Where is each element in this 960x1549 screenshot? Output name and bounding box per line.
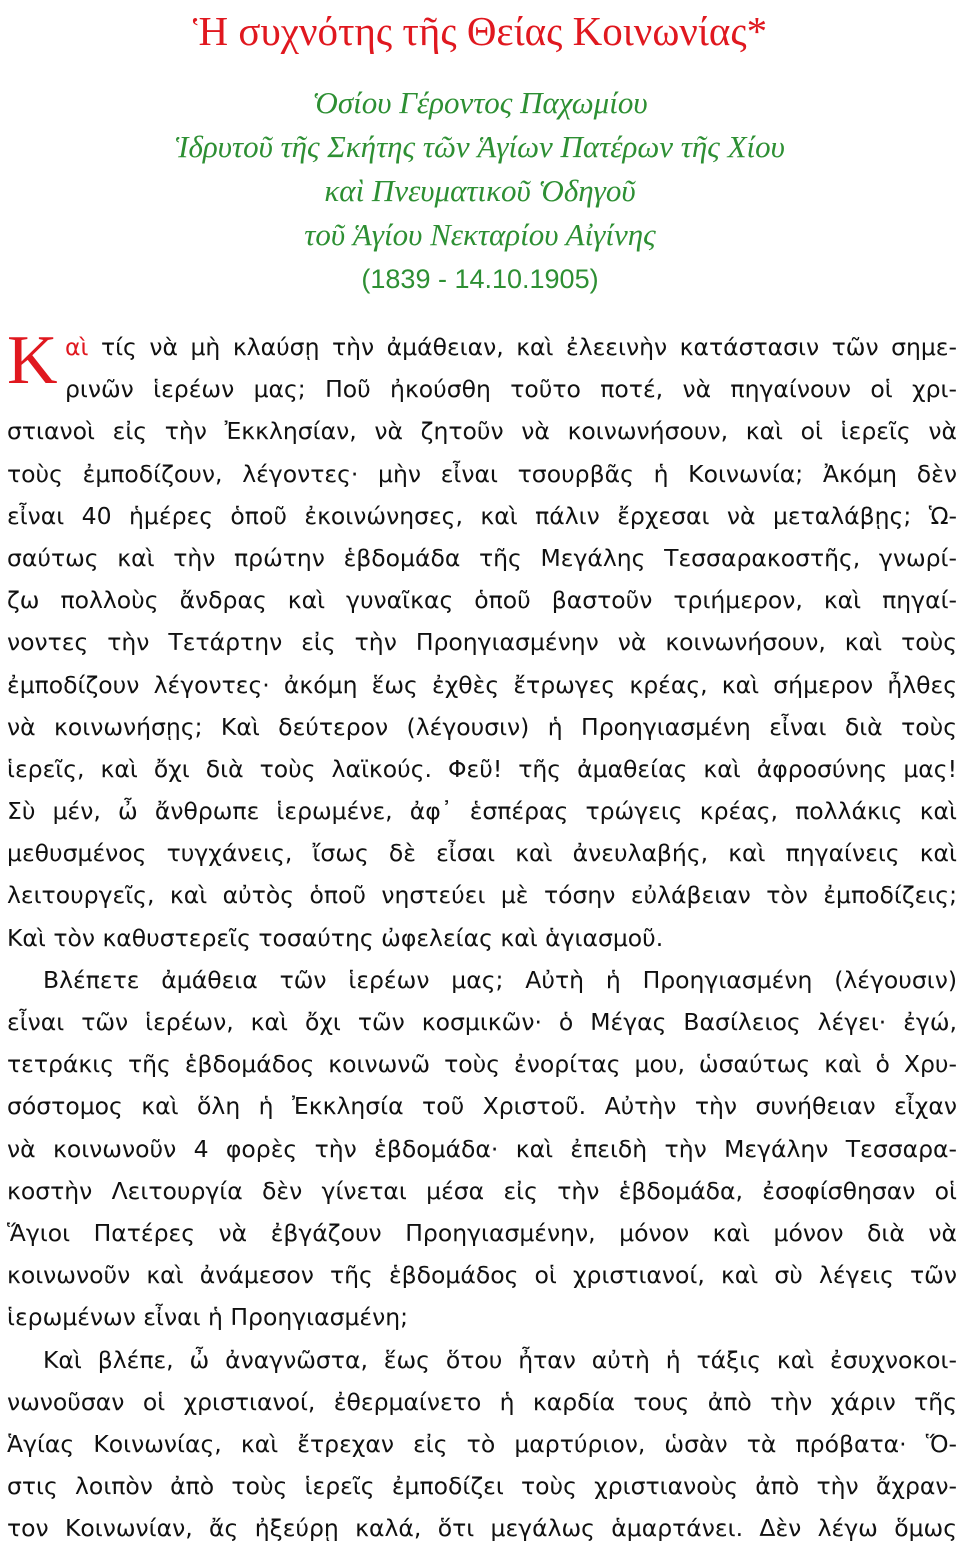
text-line: τετράκις τῆς ἑβδομάδος κοινωνῶ τοὺς ἐνορίτας μου, ὡσαύτως καὶ ὁ Χρυ- bbox=[7, 1050, 957, 1079]
text-line: ρινῶν ἱερέων μας; Ποῦ ἠκούσθη τοῦτο ποτέ, νὰ πηγαίνουν οἱ χρι- bbox=[65, 375, 957, 404]
text-line: νωνοῦσαν οἱ χριστιανοί, ἐθερμαίνετο ἡ καρδία τους ἀπὸ τὴν χάριν τῆς bbox=[7, 1387, 957, 1416]
author-dates: (1839 - 14.10.1905) bbox=[361, 264, 599, 294]
text-line: Ἁγίας Κοινωνίας, καὶ ἔτρεχαν εἰς τὸ μαρτύριον, ὡσὰν τὰ πρόβατα· Ὅ- bbox=[7, 1429, 957, 1458]
text-line: ἱερεῖς, καὶ ὄχι διὰ τοὺς λαϊκούς. Φεῦ! τῆς ἀμαθείας καὶ ἀφροσύνης μας! bbox=[7, 754, 957, 783]
first-word-rest: αὶ bbox=[65, 333, 89, 361]
text-line: ἱερωμένων εἶναι ἡ Προηγιασμένη; bbox=[7, 1303, 409, 1332]
text-line: σόστομος καὶ ὅλη ἡ Ἐκκλησία τοῦ Χριστοῦ. Αὐτὴν τὴν συνήθειαν εἶχαν bbox=[7, 1092, 957, 1121]
text-line: Ἅγιοι Πατέρες νὰ ἐβγάζουν Προηγιασμένην, μόνον καὶ μόνον διὰ νὰ bbox=[7, 1218, 957, 1247]
text-line: Καὶ βλέπε, ὦ ἀναγνῶστα, ἕως ὅτου ἦταν αὐτὴ ἡ τάξις καὶ ἐσυχνοκοι- bbox=[43, 1345, 957, 1374]
text-line: Καὶ τὸν καθυστερεῖς τοσαύτης ὠφελείας καὶ ἁγιασμοῦ. bbox=[7, 923, 664, 952]
text-line: Βλέπετε ἀμάθεια τῶν ἱερέων μας; Αὐτὴ ἡ Προηγιασμένη (λέγουσιν) bbox=[43, 965, 957, 994]
article-title: Ἡ συχνότης τῆς Θείας Κοινωνίας* bbox=[192, 8, 768, 54]
text-line: ἐμποδίζουν λέγοντες· ἀκόμη ἕως ἐχθὲς ἔτρωγες κρέας, καὶ σήμερον ἦλθες bbox=[7, 670, 957, 699]
text-line: στις λοιπὸν ἀπὸ τοὺς ἱερεῖς ἐμποδίζει τοὺς χριστιανοὺς ἀπὸ τὴν ἄχραν- bbox=[7, 1472, 957, 1501]
text-line: λειτουργεῖς, καὶ αὐτὸς ὁποῦ νηστεύει μὲ τόσην εὐλάβειαν τὸν ἐμποδίζεις; bbox=[7, 881, 957, 910]
text-line: νὰ κοινωνοῦν 4 φορὲς τὴν ἑβδομάδα· καὶ ἐπειδὴ τὴν Μεγάλην Τεσσαρα- bbox=[7, 1134, 957, 1163]
text-line: κοινωνοῦν καὶ ἀνάμεσον τῆς ἑβδομάδος οἱ χριστιανοί, καὶ σὺ λέγεις τῶν bbox=[7, 1261, 957, 1290]
text-line: τον Κοινωνίαν, ἄς ἠξεύρῃ καλά, ὅτι μεγάλως ἁμαρτάνει. Δὲν λέγω ὅμως bbox=[7, 1514, 957, 1543]
text-line: νοντες τὴν Τετάρτην εἰς τὴν Προηγιασμένην νὰ κοινωνήσουν, καὶ τοὺς bbox=[7, 628, 957, 657]
text-line: Σὺ μέν, ὦ ἄνθρωπε ἱερωμένε, ἀφ᾿ ἑσπέρας τρώγεις κρέας, πολλάκις καὶ bbox=[7, 797, 957, 826]
text-line: εἶναι τῶν ἱερέων, καὶ ὄχι τῶν κοσμικῶν· ὁ Μέγας Βασίλειος λέγει· ἐγώ, bbox=[7, 1008, 957, 1036]
author-line: Ἱδρυτοῦ τῆς Σκήτης τῶν Ἁγίων Πατέρων τῆς Χίου bbox=[175, 129, 785, 164]
text-line: σαύτως καὶ τὴν πρώτην ἑβδομάδα τῆς Μεγάλης Τεσσαρακοστῆς, γνωρί- bbox=[7, 543, 957, 572]
drop-cap: Κ bbox=[7, 322, 58, 399]
author-line: καὶ Πνευματικοῦ Ὁδηγοῦ bbox=[324, 173, 636, 208]
article-body bbox=[7, 322, 957, 1549]
text-line: εἶναι 40 ἡμέρες ὁποῦ ἐκοινώνησες, καὶ πάλιν ἔρχεσαι νὰ μεταλάβῃς; Ὡ- bbox=[7, 501, 957, 530]
text-line: νὰ κοινωνήσῃς; Καὶ δεύτερον (λέγουσιν) ἡ Προηγιασμένη εἶναι διὰ τοὺς bbox=[7, 712, 957, 741]
author-line: τοῦ Ἁγίου Νεκταρίου Αἰγίνης bbox=[304, 217, 656, 252]
text-line: στιανοὶ εἰς τὴν Ἐκκλησίαν, νὰ ζητοῦν νὰ κοινωνήσουν, καὶ οἱ ἱερεῖς νὰ bbox=[7, 417, 957, 446]
text-line: τοὺς ἐμποδίζουν, λέγοντες· μὴν εἶναι τσουρβᾶς ἡ Κοινωνία; Ἀκόμη δὲν bbox=[7, 459, 957, 488]
author-line: Ὁσίου Γέροντος Παχωμίου bbox=[312, 85, 648, 120]
text-line: κοστὴν Λειτουργία δὲν γίνεται μέσα εἰς τὴν ἑβδομάδα, ἐσοφίσθησαν οἱ bbox=[7, 1176, 957, 1205]
text-line: ζω πολλοὺς ἄνδρας καὶ γυναῖκας ὁποῦ βαστοῦν τριήμερον, καὶ πηγαί- bbox=[7, 586, 957, 615]
text-line: αὶ τίς νὰ μὴ κλαύσῃ τὴν ἀμάθειαν, καὶ ἐλεεινὴν κατάστασιν τῶν σημε- bbox=[65, 333, 957, 361]
text-line: μεθυσμένος τυγχάνεις, ἴσως δὲ εἶσαι καὶ ἀνευλαβής, καὶ πηγαίνεις καὶ bbox=[7, 839, 957, 868]
author-block bbox=[0, 81, 960, 301]
